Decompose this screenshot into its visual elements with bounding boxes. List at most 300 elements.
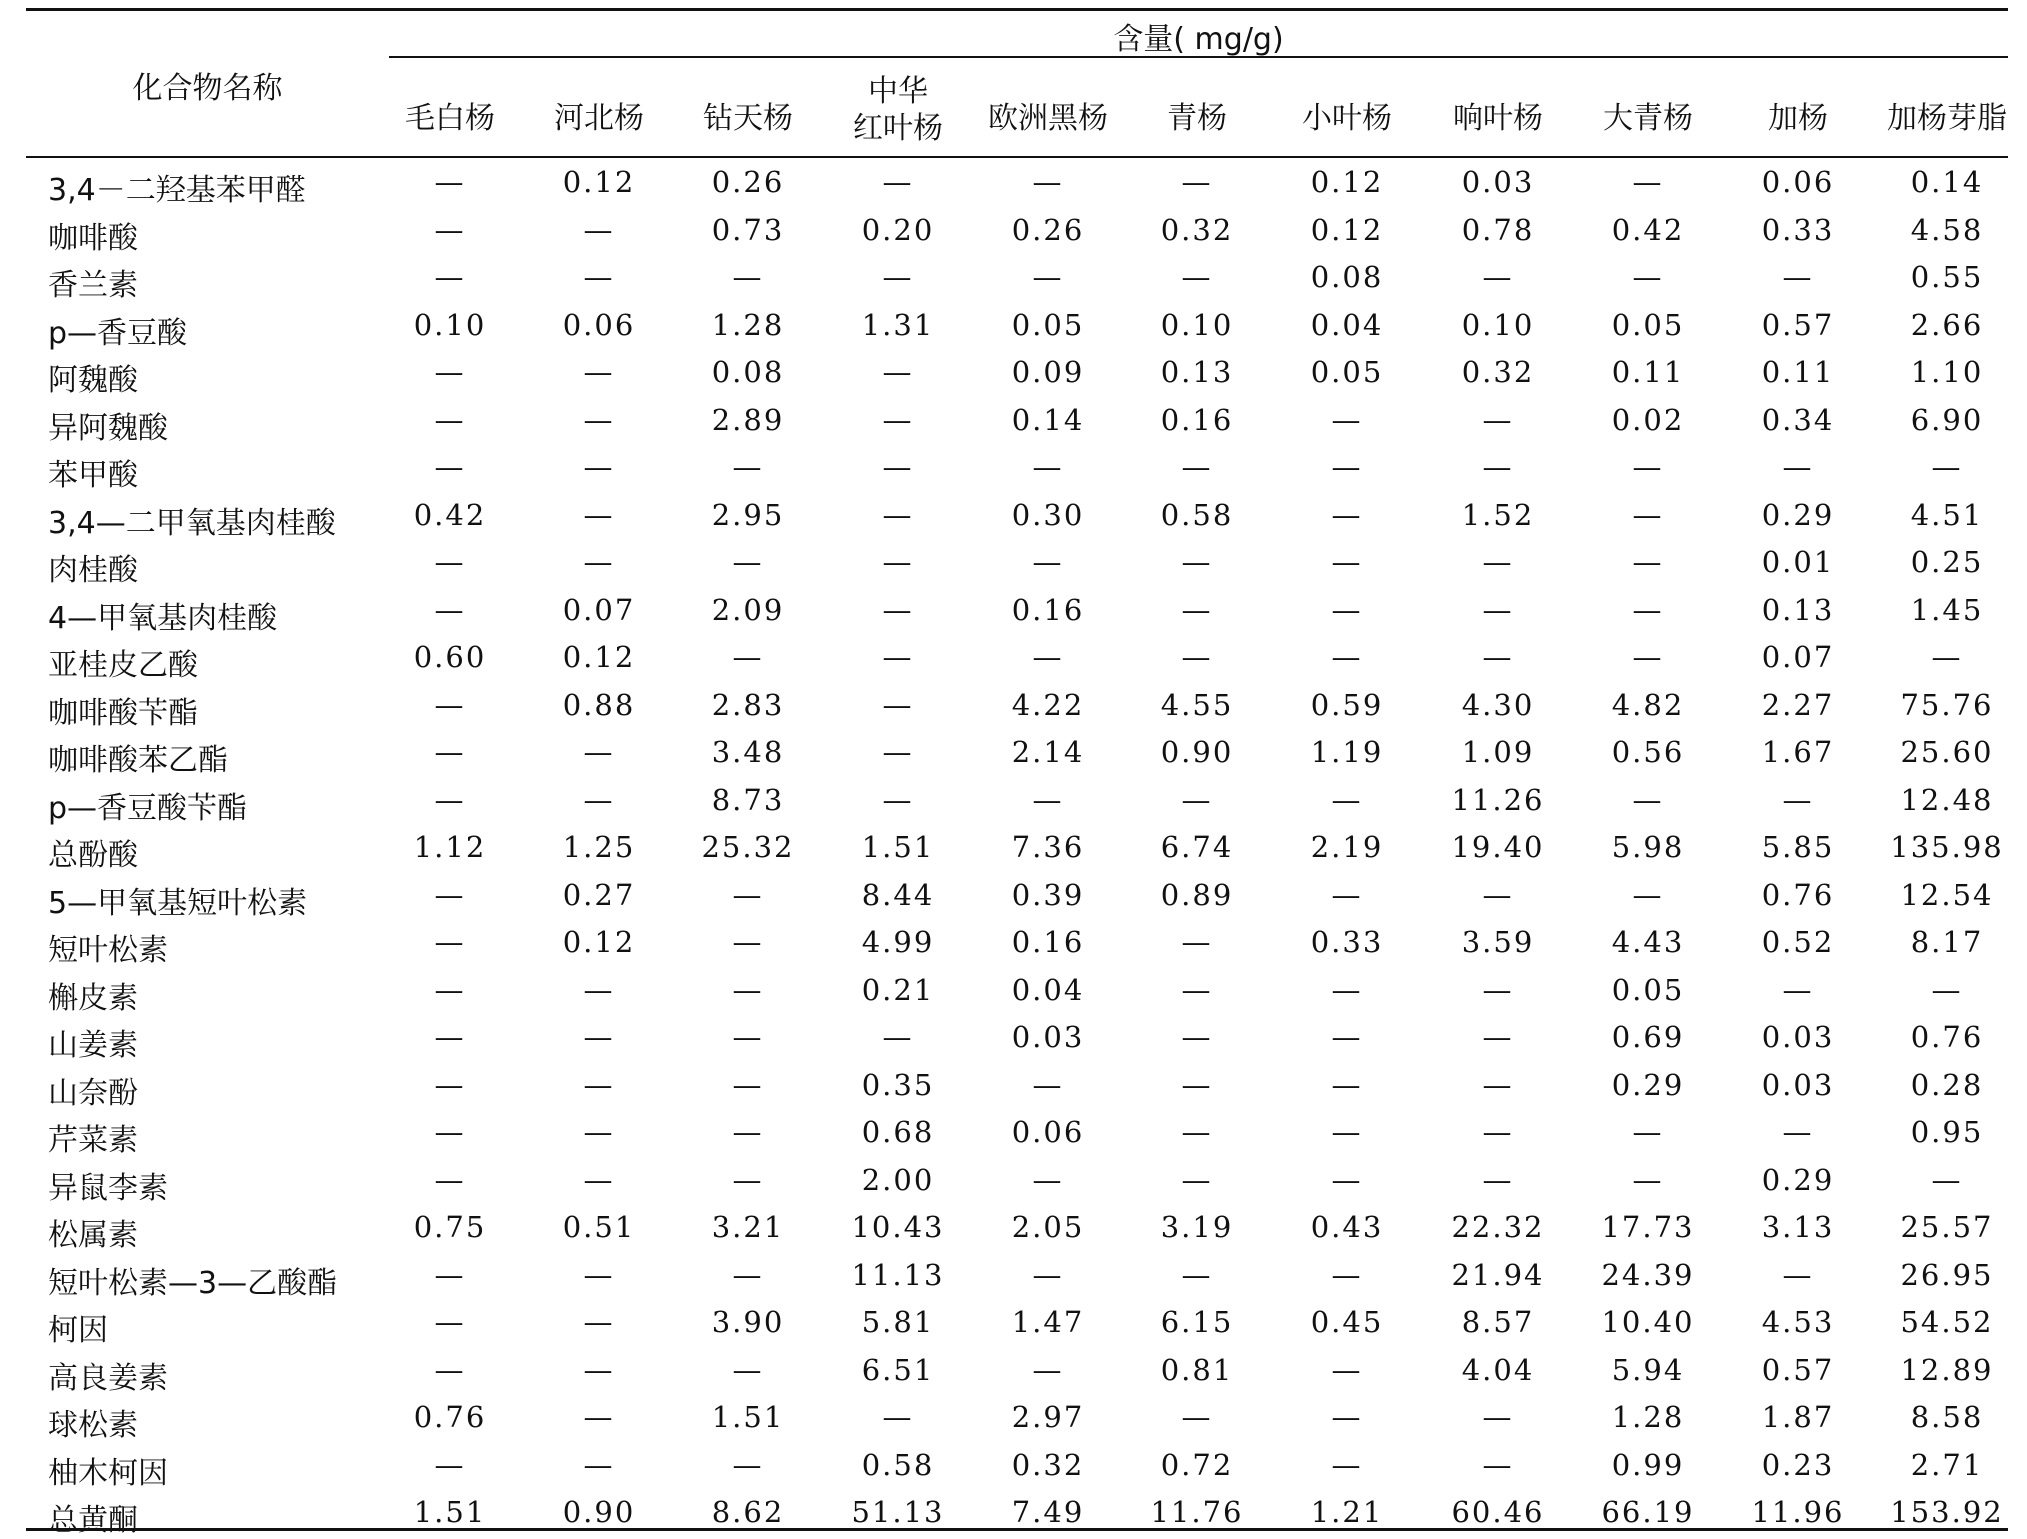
table-cell: 0.09 — [1011, 355, 1085, 389]
table-cell: — — [1331, 497, 1363, 532]
table-cell: 8.58 — [1910, 1400, 1984, 1434]
table-cell: — — [434, 782, 466, 817]
table-cell: — — [1181, 1067, 1213, 1102]
table-cell: — — [1632, 545, 1664, 579]
table-cell: 3.13 — [1761, 1210, 1835, 1244]
table-cell: 0.14 — [1011, 402, 1085, 437]
table-cell: — — [1632, 260, 1664, 294]
table-cell: — — [434, 925, 466, 959]
table-cell: — — [1632, 640, 1664, 674]
table-cell: 7.49 — [1011, 1495, 1085, 1529]
table-cell: 0.76 — [413, 1400, 487, 1434]
table-cell: 0.30 — [1011, 497, 1085, 532]
table-cell: 0.02 — [1611, 402, 1685, 437]
table-cell: — — [434, 450, 466, 484]
table-cell: 0.35 — [861, 1067, 935, 1102]
table-cell: 0.07 — [1761, 640, 1835, 674]
table-cell: — — [882, 687, 914, 722]
table-cell: 1.12 — [413, 830, 487, 864]
compound-name: 咖啡酸苄酯 — [48, 695, 198, 731]
table-cell: 0.13 — [1160, 355, 1234, 389]
compound-name: 香兰素 — [48, 268, 138, 303]
table-cell: 0.20 — [861, 212, 935, 247]
table-cell: 60.46 — [1451, 1495, 1545, 1529]
table-cell: — — [583, 735, 615, 769]
table-cell: 0.28 — [1910, 1067, 1984, 1102]
table-cell: 0.26 — [1011, 212, 1085, 247]
table-cell: 0.78 — [1461, 212, 1535, 247]
table-cell: — — [1482, 1067, 1514, 1102]
table-cell: 0.11 — [1611, 355, 1685, 389]
table-cell: 4.43 — [1611, 925, 1685, 959]
compound-name: 山姜素 — [48, 1028, 138, 1063]
compound-name: 槲皮素 — [48, 980, 138, 1016]
table-cell: 2.71 — [1910, 1447, 1984, 1482]
table-cell: — — [1632, 1162, 1664, 1197]
table-cell: 0.10 — [413, 307, 487, 342]
table-cell: 12.54 — [1900, 877, 1994, 912]
table-cell: 0.72 — [1160, 1447, 1234, 1482]
table-cell: 1.28 — [1611, 1400, 1685, 1434]
table-cell: — — [1181, 450, 1213, 484]
table-cell: — — [1032, 1162, 1064, 1197]
table-cell: 0.60 — [413, 640, 487, 674]
table-cell: — — [434, 735, 466, 769]
table-cell: — — [1331, 640, 1363, 674]
table-cell: — — [434, 212, 466, 247]
table-cell: — — [1482, 640, 1514, 674]
table-cell: 1.51 — [861, 830, 935, 864]
table-cell: 0.99 — [1611, 1447, 1685, 1482]
table-cell: — — [434, 545, 466, 579]
table-cell: 0.43 — [1310, 1210, 1384, 1244]
table-cell: — — [732, 925, 764, 959]
table-cell: — — [434, 592, 466, 627]
table-cell: 4.30 — [1461, 687, 1535, 722]
table-cell: 0.90 — [1160, 735, 1234, 769]
table-cell: 7.36 — [1011, 830, 1085, 864]
table-cell: 26.95 — [1900, 1257, 1994, 1292]
table-cell: 0.12 — [1310, 165, 1384, 199]
table-cell: 25.57 — [1900, 1210, 1994, 1244]
table-cell: — — [882, 260, 914, 294]
table-cell: — — [1181, 1115, 1213, 1149]
table-cell: 0.42 — [1611, 212, 1685, 247]
table-cell: 0.12 — [562, 925, 636, 959]
table-cell: 8.57 — [1461, 1305, 1535, 1339]
table-cell: — — [1931, 972, 1963, 1007]
table-cell: 19.40 — [1451, 830, 1545, 864]
table-cell: 0.04 — [1011, 972, 1085, 1007]
compound-name: 咖啡酸苯乙酯 — [48, 743, 228, 778]
table-cell: — — [1181, 545, 1213, 579]
table-cell: 0.42 — [413, 497, 487, 532]
table-cell: 22.32 — [1451, 1210, 1545, 1244]
table-cell: 11.13 — [851, 1257, 945, 1292]
table-cell: 2.66 — [1910, 307, 1984, 342]
table-cell: — — [1181, 640, 1213, 674]
table-cell: 1.52 — [1461, 497, 1535, 532]
compound-name: 山奈酚 — [48, 1075, 138, 1111]
table-cell: — — [434, 972, 466, 1007]
table-cell: — — [1482, 1400, 1514, 1434]
table-cell: 0.76 — [1761, 877, 1835, 912]
table-cell: 10.40 — [1601, 1305, 1695, 1339]
table-cell: 4.53 — [1761, 1305, 1835, 1339]
table-cell: 0.13 — [1761, 592, 1835, 627]
compound-name: 高良姜素 — [48, 1360, 168, 1396]
table-cell: — — [1331, 782, 1363, 817]
table-cell: 3.48 — [711, 735, 785, 769]
table-cell: — — [1482, 1020, 1514, 1054]
table-cell: 4.82 — [1611, 687, 1685, 722]
table-cell: — — [1331, 877, 1363, 912]
table-cell: — — [434, 260, 466, 294]
table-cell: — — [1632, 165, 1664, 199]
table-cell: 0.57 — [1761, 1352, 1835, 1387]
table-cell: 11.76 — [1150, 1495, 1244, 1529]
compound-name: p—香豆酸 — [48, 315, 188, 351]
table-cell: — — [732, 260, 764, 294]
table-cell: — — [1482, 260, 1514, 294]
table-cell: — — [434, 165, 466, 199]
table-cell: 0.16 — [1160, 402, 1234, 437]
table-cell: 24.39 — [1601, 1257, 1695, 1292]
table-cell: 0.33 — [1761, 212, 1835, 247]
table-cell: 0.03 — [1761, 1067, 1835, 1102]
table-cell: 0.89 — [1160, 877, 1234, 912]
column-header: 河北杨 — [554, 101, 644, 136]
table-cell: 0.08 — [1310, 260, 1384, 294]
column-header: 毛白杨 — [405, 101, 495, 136]
table-cell: — — [1032, 450, 1064, 484]
table-cell: — — [1032, 1352, 1064, 1387]
compound-name: 咖啡酸 — [48, 220, 138, 256]
table-cell: 0.39 — [1011, 877, 1085, 912]
table-cell: — — [583, 545, 615, 579]
table-cell: 0.12 — [562, 165, 636, 199]
table-cell: — — [434, 687, 466, 722]
table-cell: — — [1782, 1115, 1814, 1149]
table-cell: — — [1632, 497, 1664, 532]
table-cell: 0.55 — [1910, 260, 1984, 294]
table-cell: — — [1032, 640, 1064, 674]
table-cell: — — [1181, 165, 1213, 199]
table-cell: 1.51 — [711, 1400, 785, 1434]
table-cell: 0.10 — [1160, 307, 1234, 342]
table-cell: 0.52 — [1761, 925, 1835, 959]
compound-name: 5—甲氧基短叶松素 — [48, 885, 308, 921]
table-cell: 0.32 — [1011, 1447, 1085, 1482]
table-cell: 0.51 — [562, 1210, 636, 1244]
table-cell: 2.97 — [1011, 1400, 1085, 1434]
table-cell: — — [1331, 1257, 1363, 1292]
column-header: 中华 红叶杨 — [853, 74, 943, 146]
column-header: 青杨 — [1167, 101, 1227, 136]
table-cell: 0.12 — [1310, 212, 1384, 247]
table-cell: 5.85 — [1761, 830, 1835, 864]
table-cell: — — [583, 355, 615, 389]
compound-name: 肉桂酸 — [48, 553, 138, 588]
table-cell: 8.17 — [1910, 925, 1984, 959]
table-cell: 0.05 — [1611, 307, 1685, 342]
table-cell: 0.04 — [1310, 307, 1384, 342]
table-cell: 8.73 — [711, 782, 785, 817]
table-cell: — — [1482, 877, 1514, 912]
table-cell: 8.44 — [861, 877, 935, 912]
compound-name: 柯因 — [48, 1313, 108, 1348]
table-cell: 54.52 — [1900, 1305, 1994, 1339]
table-cell: 0.29 — [1611, 1067, 1685, 1102]
compound-name: 苯甲酸 — [48, 458, 138, 493]
compound-name: 球松素 — [48, 1408, 138, 1443]
compound-name: 总酚酸 — [48, 838, 138, 873]
table-cell: 0.26 — [711, 165, 785, 199]
table-cell: — — [1331, 402, 1363, 437]
table-cell: — — [583, 497, 615, 532]
table-cell: — — [732, 1020, 764, 1054]
table-cell: — — [882, 497, 914, 532]
column-header: 加杨芽脂 — [1887, 101, 2007, 136]
top-rule — [26, 8, 2008, 11]
table-cell: 0.33 — [1310, 925, 1384, 959]
table-cell: 0.56 — [1611, 735, 1685, 769]
table-cell: — — [434, 1352, 466, 1387]
table-cell: — — [1331, 545, 1363, 579]
compound-name: 3,4—二甲氧基肉桂酸 — [48, 505, 336, 541]
table-cell: 2.89 — [711, 402, 785, 437]
table-cell: 0.58 — [1160, 497, 1234, 532]
table-cell: 12.48 — [1900, 782, 1994, 817]
table-cell: — — [1181, 1020, 1213, 1054]
table-cell: 11.26 — [1451, 782, 1545, 817]
table-cell: — — [1632, 450, 1664, 484]
compound-name: p—香豆酸苄酯 — [48, 790, 248, 826]
table-cell: 0.45 — [1310, 1305, 1384, 1339]
table-cell: 0.32 — [1461, 355, 1535, 389]
table-cell: 0.05 — [1611, 972, 1685, 1007]
table-cell: 66.19 — [1601, 1495, 1695, 1529]
table-cell: — — [732, 545, 764, 579]
table-cell: 0.21 — [861, 972, 935, 1007]
table-cell: 0.88 — [562, 687, 636, 722]
table-cell: 0.29 — [1761, 497, 1835, 532]
compound-name: 阿魏酸 — [48, 363, 138, 398]
table-cell: — — [583, 402, 615, 437]
table-cell: 5.81 — [861, 1305, 935, 1339]
table-cell: 0.06 — [562, 307, 636, 342]
table-cell: 0.01 — [1761, 545, 1835, 579]
table-cell: — — [1181, 1257, 1213, 1292]
table-cell: 2.95 — [711, 497, 785, 532]
table-cell: 2.00 — [861, 1162, 935, 1197]
table-cell: 10.43 — [851, 1210, 945, 1244]
table-cell: 8.62 — [711, 1495, 785, 1529]
table-cell: — — [732, 1257, 764, 1292]
column-header: 加杨 — [1768, 101, 1828, 136]
table-cell: 1.28 — [711, 307, 785, 342]
compound-name: 3,4－二羟基苯甲醛 — [48, 173, 306, 208]
table-cell: — — [434, 1020, 466, 1054]
table-cell: 2.05 — [1011, 1210, 1085, 1244]
table-cell: — — [1331, 1352, 1363, 1387]
table-cell: — — [1482, 1162, 1514, 1197]
compound-name: 4—甲氧基肉桂酸 — [48, 600, 278, 636]
table-cell: 3.59 — [1461, 925, 1535, 959]
table-cell: — — [583, 782, 615, 817]
table-cell: 0.08 — [711, 355, 785, 389]
table-cell: — — [583, 1400, 615, 1434]
table-cell: 0.81 — [1160, 1352, 1234, 1387]
table-cell: — — [1032, 782, 1064, 817]
table-cell: — — [1782, 450, 1814, 484]
table-cell: — — [1032, 545, 1064, 579]
compound-name: 亚桂皮乙酸 — [48, 648, 198, 683]
table-cell: — — [732, 1447, 764, 1482]
table-cell: 1.19 — [1310, 735, 1384, 769]
table-cell: — — [1931, 1162, 1963, 1197]
table-cell: 0.25 — [1910, 545, 1984, 579]
table-cell: 6.51 — [861, 1352, 935, 1387]
table-cell: — — [434, 877, 466, 912]
table-cell: 1.21 — [1310, 1495, 1384, 1529]
table-cell: — — [434, 1447, 466, 1482]
table-cell: 4.99 — [861, 925, 935, 959]
table-cell: 5.98 — [1611, 830, 1685, 864]
compound-name-header: 化合物名称 — [132, 71, 283, 106]
table-cell: — — [1482, 592, 1514, 627]
table-cell: — — [1331, 450, 1363, 484]
table-cell: — — [583, 450, 615, 484]
compound-name: 松属素 — [48, 1218, 138, 1253]
table-cell: 4.04 — [1461, 1352, 1535, 1387]
table-cell: 3.19 — [1160, 1210, 1234, 1244]
table-cell: — — [882, 1400, 914, 1434]
table-cell: — — [732, 1115, 764, 1149]
table-cell: 12.89 — [1900, 1352, 1994, 1387]
table-cell: 3.90 — [711, 1305, 785, 1339]
table-cell: 0.68 — [861, 1115, 935, 1149]
table-cell: 0.16 — [1011, 925, 1085, 959]
table-cell: 0.12 — [562, 640, 636, 674]
table-cell: — — [1032, 260, 1064, 294]
compound-name: 异阿魏酸 — [48, 410, 168, 446]
table-cell: — — [583, 972, 615, 1007]
column-header: 钻天杨 — [703, 101, 793, 136]
table-cell: — — [1632, 877, 1664, 912]
table-cell: — — [1931, 450, 1963, 484]
table-cell: — — [1632, 1115, 1664, 1149]
compound-name: 柚木柯因 — [48, 1455, 168, 1491]
table-cell: 1.67 — [1761, 735, 1835, 769]
table-cell: — — [882, 782, 914, 817]
table-cell: 0.95 — [1910, 1115, 1984, 1149]
table-cell: 0.14 — [1910, 165, 1984, 199]
column-header: 响叶杨 — [1453, 101, 1543, 136]
column-header: 欧洲黑杨 — [988, 101, 1108, 136]
table-cell: 0.10 — [1461, 307, 1535, 342]
table-cell: 0.05 — [1011, 307, 1085, 342]
table-cell: — — [583, 1447, 615, 1482]
compound-name: 异鼠李素 — [48, 1170, 168, 1206]
table-cell: 1.87 — [1761, 1400, 1835, 1434]
table-cell: — — [1331, 1447, 1363, 1482]
table-cell: — — [434, 1115, 466, 1149]
table-cell: — — [732, 1162, 764, 1197]
table-cell: 25.32 — [701, 830, 795, 864]
table-cell: — — [1931, 640, 1963, 674]
table-cell: — — [882, 640, 914, 674]
table-cell: — — [583, 1352, 615, 1387]
table-cell: 1.10 — [1910, 355, 1984, 389]
table-cell: — — [583, 212, 615, 247]
table-cell: — — [882, 545, 914, 579]
table-cell: — — [1482, 972, 1514, 1007]
table-cell: 0.11 — [1761, 355, 1835, 389]
table-cell: — — [732, 1067, 764, 1102]
table-cell: — — [1331, 1115, 1363, 1149]
table-cell: — — [1482, 1115, 1514, 1149]
table-cell: — — [1032, 1067, 1064, 1102]
table-cell: 1.31 — [861, 307, 935, 342]
table-cell: 0.73 — [711, 212, 785, 247]
table-cell: 0.06 — [1761, 165, 1835, 199]
table-cell: 1.45 — [1910, 592, 1984, 627]
table-cell: 0.16 — [1011, 592, 1085, 627]
table-cell: — — [732, 1352, 764, 1387]
table-cell: 0.57 — [1761, 307, 1835, 342]
table-cell: 2.27 — [1761, 687, 1835, 722]
table-cell: — — [1331, 1020, 1363, 1054]
table-cell: 0.03 — [1761, 1020, 1835, 1054]
table-cell: 1.25 — [562, 830, 636, 864]
table-cell: — — [583, 1067, 615, 1102]
table-cell: — — [583, 1305, 615, 1339]
table-cell: — — [1482, 545, 1514, 579]
content-group-header: 含量( mg/g) — [1113, 22, 1284, 57]
table-cell: — — [1782, 260, 1814, 294]
table-cell: 0.58 — [861, 1447, 935, 1482]
table-cell: — — [882, 735, 914, 769]
table-cell: 1.51 — [413, 1495, 487, 1529]
table-cell: — — [732, 877, 764, 912]
table-cell: — — [1482, 1447, 1514, 1482]
table-cell: 4.51 — [1910, 497, 1984, 532]
table-cell: 0.03 — [1011, 1020, 1085, 1054]
table-cell: 0.07 — [562, 592, 636, 627]
table-cell: — — [882, 592, 914, 627]
table-cell: — — [882, 450, 914, 484]
table-cell: — — [882, 355, 914, 389]
table-cell: — — [1632, 592, 1664, 627]
table-cell: — — [1181, 972, 1213, 1007]
table-cell: — — [1331, 1067, 1363, 1102]
table-cell: 1.47 — [1011, 1305, 1085, 1339]
table-cell: 6.15 — [1160, 1305, 1234, 1339]
table-cell: — — [1331, 972, 1363, 1007]
table-cell: 0.27 — [562, 877, 636, 912]
table-cell: — — [434, 1257, 466, 1292]
compound-name: 总黄酮 — [48, 1503, 138, 1538]
table-cell: 0.90 — [562, 1495, 636, 1529]
table-cell: — — [583, 1020, 615, 1054]
table-cell: — — [1032, 1257, 1064, 1292]
table-cell: 2.83 — [711, 687, 785, 722]
table-cell: — — [1181, 925, 1213, 959]
table-cell: — — [1331, 592, 1363, 627]
table-cell: 5.94 — [1611, 1352, 1685, 1387]
table-cell: — — [1181, 260, 1213, 294]
